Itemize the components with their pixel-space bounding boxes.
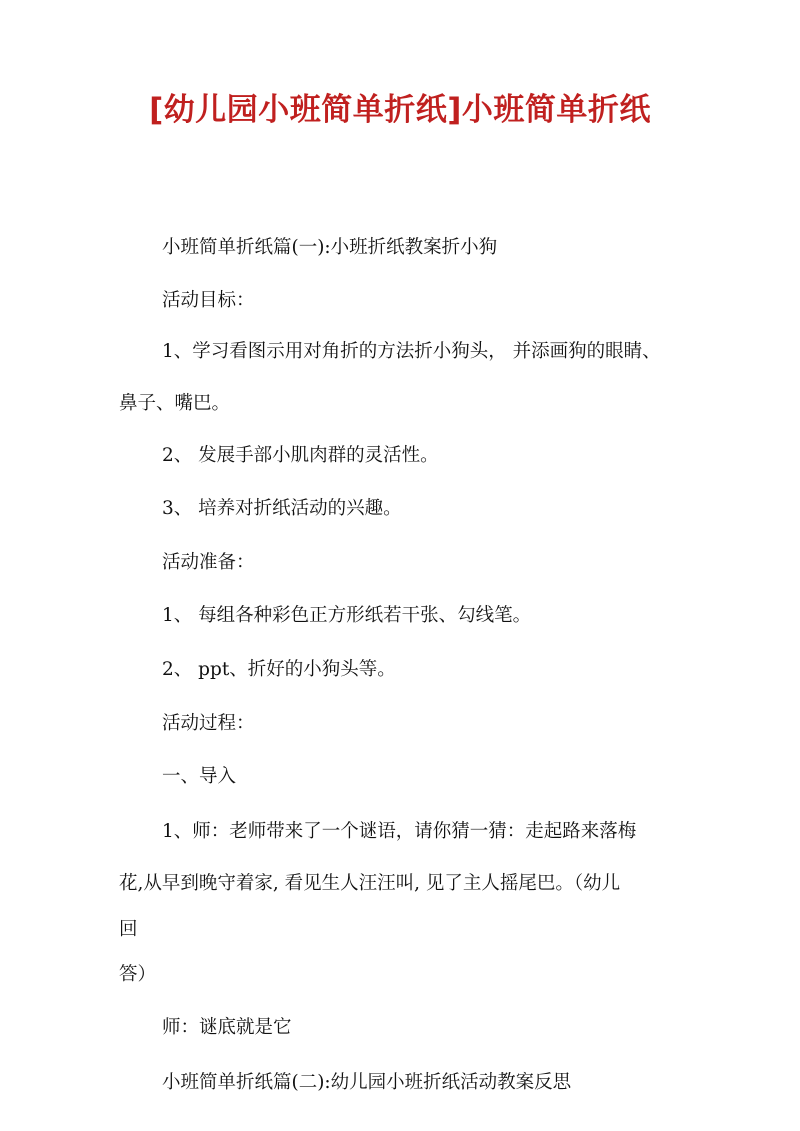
paragraph-line: 2、 发展手部小肌肉群的灵活性。 (162, 445, 439, 466)
paragraph-line: 花,从早到晚守着家, 看见生人汪汪叫, 见了主人摇尾巴。（幼儿 (119, 873, 621, 894)
paragraph-line: 1、 每组各种彩色正方形纸若干张、勾线笔。 (162, 605, 532, 626)
document-title: [幼儿园小班简单折纸]小班简单折纸 (149, 92, 651, 128)
paragraph-line: 一、导入 (162, 766, 237, 787)
paragraph-line: 活动目标： (162, 290, 255, 311)
paragraph-line: 活动准备： (162, 552, 255, 573)
paragraph-line: 活动过程： (162, 713, 255, 734)
paragraph-line: 3、 培养对折纸活动的兴趣。 (162, 498, 402, 519)
paragraph-line: 1、师：老师带来了一个谜语，请你猜一猜：走起路来落梅 (162, 821, 637, 842)
section-heading-1: 小班简单折纸篇(一):小班折纸教案折小狗 (162, 237, 498, 258)
paragraph-line: 回 (119, 919, 138, 940)
paragraph-line: 师：谜底就是它 (162, 1017, 292, 1038)
section-heading-2: 小班简单折纸篇(二):幼儿园小班折纸活动教案反思 (162, 1072, 572, 1093)
paragraph-line: 鼻子、嘴巴。 (119, 393, 231, 414)
paragraph-line: 2、 ppt、折好的小狗头等。 (162, 659, 396, 680)
paragraph-line: 1、学习看图示用对角折的方法折小狗头， 并添画狗的眼睛、 (162, 341, 661, 362)
paragraph-line: 答） (119, 964, 157, 985)
